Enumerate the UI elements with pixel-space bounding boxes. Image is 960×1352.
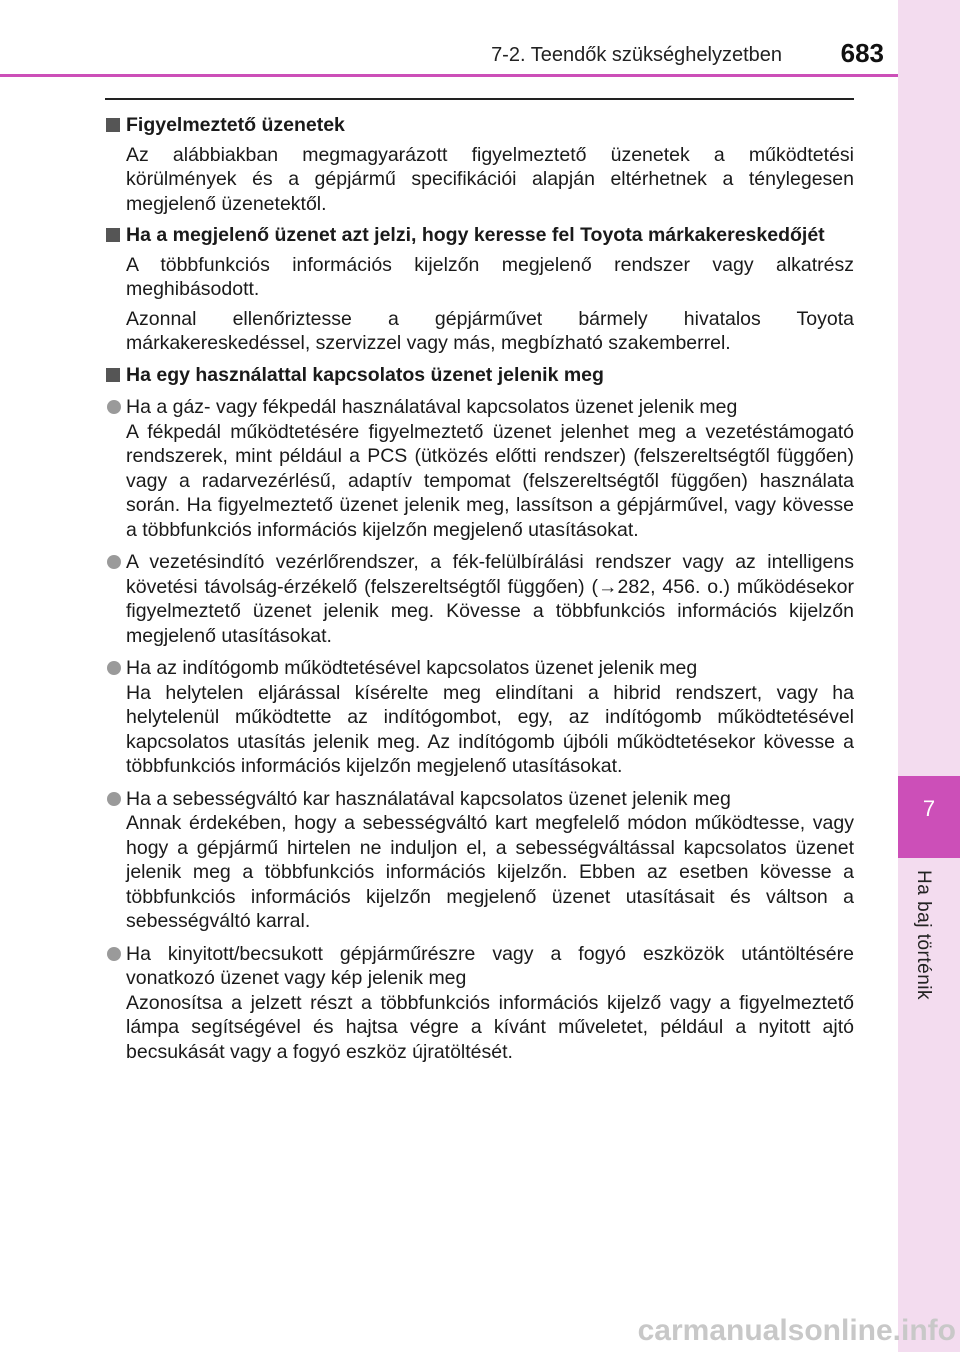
header-divider bbox=[0, 74, 898, 77]
list-item-title: Ha az indítógomb működtetésével kapcsolatos üzenet jelenik meg bbox=[126, 657, 698, 679]
square-bullet-icon bbox=[106, 113, 126, 127]
list-item-title: Ha a gáz- vagy fékpedál használatával kapcsolatos üzenet jelenik meg bbox=[126, 396, 738, 418]
round-bullet-icon bbox=[106, 656, 126, 676]
list-item bbox=[106, 395, 854, 542]
list-item-title: Ha a sebességváltó kar használatával kapcsolatos üzenet jelenik meg bbox=[126, 787, 731, 810]
paragraph: A többfunkciós információs kijelzőn megjelenő rendszer vagy alkatrész meghibásodott. bbox=[126, 253, 854, 300]
chapter-title: Ha baj történik bbox=[913, 870, 934, 1001]
list-item bbox=[106, 656, 854, 779]
round-bullet-icon bbox=[106, 942, 126, 962]
list-item-body: Azonosítsa a jelzett részt a többfunkciós információs kijelző vagy a figyelmeztető lámpa segítségével és hajtsa végre a kívánt műveletet, például a nyitott ajtó becsukását vagy a fogyó eszköz újratöltését. bbox=[126, 991, 854, 1063]
section-heading: Ha egy használattal kapcsolatos üzenet jelenik meg bbox=[106, 363, 854, 388]
page-number: 683 bbox=[840, 38, 884, 68]
list-item bbox=[106, 942, 854, 1065]
section-heading: Ha a megjelenő üzenet azt jelzi, hogy keresse fel Toyota márkakereskedőjét bbox=[106, 223, 854, 248]
list-item-body: Annak érdekében, hogy a sebességváltó kart megfelelő módon működtesse, vagy hogy a gépjármű hirtelen ne induljon el, a sebességváltással kapcsolatos üzenet jelenik meg a többfunkciós információs kijelzőn. Ebben az esetben kövesse a többfunkciós információs kijelzőn megjelenő üzenet utasításait és váltson a sebességváltó karral. bbox=[126, 812, 854, 932]
content-top-rule bbox=[105, 98, 854, 100]
watermark: carmanualsonline.info bbox=[637, 1314, 956, 1347]
list-item bbox=[106, 550, 854, 648]
round-bullet-icon bbox=[106, 787, 126, 807]
paragraph: Azonnal ellenőriztesse a gépjárművet bármely hivatalos Toyota márkakereskedéssel, szervizzel vagy más, megbízható szakemberrel. bbox=[126, 307, 854, 354]
square-bullet-icon bbox=[106, 223, 126, 237]
square-bullet-icon bbox=[106, 363, 126, 377]
chapter-number: 7 bbox=[922, 796, 936, 821]
chapter-sidebar bbox=[898, 0, 960, 1352]
list-item-title: Ha kinyitott/becsukott gépjárműrészre vagy a fogyó eszközök utántöltésére vonatkozó üzenet vagy kép jelenik meg bbox=[126, 942, 854, 989]
round-bullet-icon bbox=[106, 395, 126, 415]
paragraph: Az alábbiakban megmagyarázott figyelmeztető üzenetek a működtetési körülmények és a gépjármű specifikációi alapján eltérhetnek a ténylegesen megjelenő üzenetektől. bbox=[126, 143, 854, 215]
list-item-body: A vezetésindító vezérlőrendszer, a fék-felülbírálási rendszer vagy az intelligens követési távolság-érzékelő (felszereltségtől függően) (→282, 456. o.) működésekor figyelmeztető üzenet jelenik meg. Kövesse a többfunkciós információs kijelzőn megjelenő utasításokat. bbox=[126, 551, 854, 647]
list-item bbox=[106, 787, 854, 934]
section-heading: Figyelmeztető üzenetek bbox=[106, 113, 854, 138]
list-item-body: A fékpedál működtetésére figyelmeztető üzenet jelenhet meg a vezetéstámogató rendszerek, mint például a PCS (ütközés előtti rendszer) (felszereltségtől függően) vagy a radarvezérlésű, adaptív tempomat (felszereltségtől függően) használata során. Ha figyelmeztető üzenet jelenik meg, lassítson a gépjárművel, vagy kövesse a többfunkciós információs kijelzőn megjelenő utasításokat. bbox=[126, 420, 854, 541]
round-bullet-icon bbox=[106, 550, 126, 570]
page-content bbox=[106, 106, 854, 1064]
list-item-body: Ha helytelen eljárással kísérelte meg elindítani a hibrid rendszert, vagy ha helytelenül működtette az indítógombot, egy, az indítógomb működtetésével kapcsolatos utasítás jelenik meg. Az indítógomb újbóli működtetésekor kövesse a többfunkciós információs kijelzőn megjelenő utasításokat. bbox=[126, 681, 854, 777]
section-title: 7-2. Teendők szükséghelyzetben bbox=[491, 44, 782, 66]
